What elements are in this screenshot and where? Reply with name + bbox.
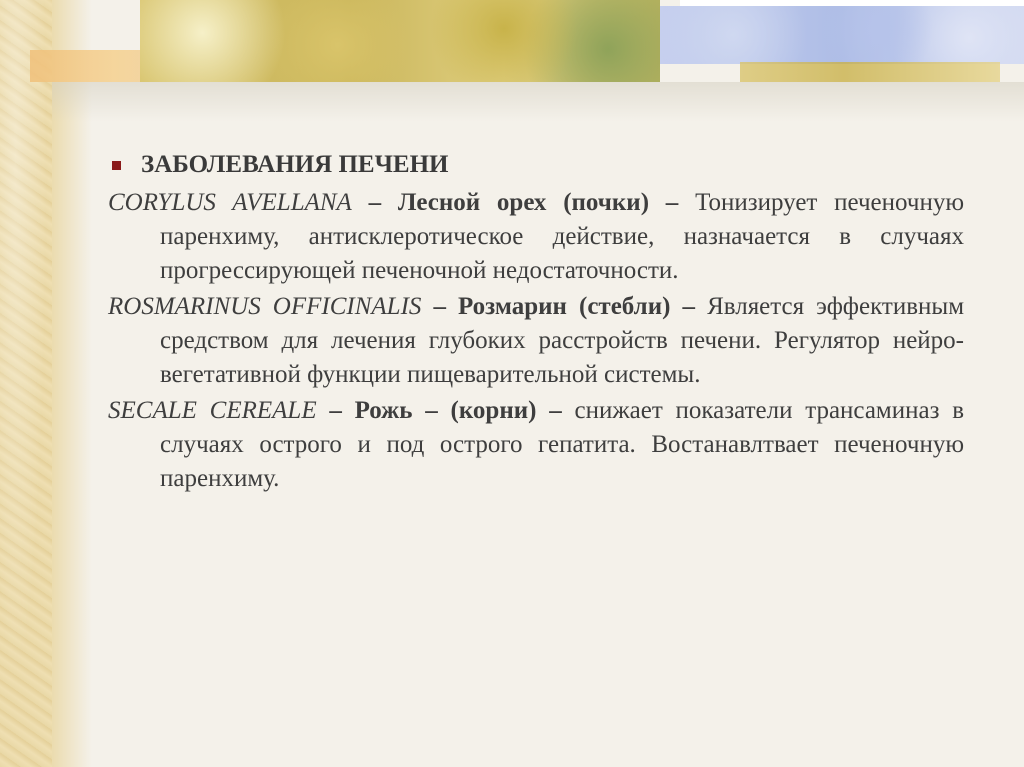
decorative-parchment-strip bbox=[0, 0, 52, 767]
decorative-flower-photo bbox=[140, 0, 660, 82]
dash: – bbox=[351, 189, 398, 216]
plant-description: Тонизирует печеночную паренхиму, антисклеротическое действие, назначается в случаях прогрессирующей печеночной недостаточности. bbox=[160, 189, 965, 284]
decorative-grass-photo bbox=[740, 62, 1000, 82]
dash: – bbox=[536, 397, 575, 424]
russian-name: Рожь – (корни) bbox=[354, 397, 537, 424]
slide-heading: ЗАБОЛЕВАНИЯ ПЕЧЕНИ bbox=[141, 151, 449, 178]
russian-name: Лесной орех (почки) bbox=[397, 189, 650, 216]
heading-row bbox=[108, 148, 964, 182]
latin-name: ROSMARINUS OFFICINALIS bbox=[108, 293, 422, 320]
dash: – bbox=[316, 397, 355, 424]
plant-description: Является эффективным средством для лечения глубоких расстройств печени. Регулятор нейро-вегетативной функции пищеварительной системы. bbox=[160, 293, 965, 388]
russian-name: Розмарин (стебли) bbox=[458, 293, 671, 320]
decorative-shadow bbox=[52, 82, 1024, 122]
dash: – bbox=[670, 293, 708, 320]
plant-entry bbox=[108, 394, 964, 496]
decorative-blue-photo bbox=[660, 6, 1024, 64]
plant-entry bbox=[108, 290, 964, 392]
latin-name: CORYLUS AVELLANA bbox=[108, 189, 352, 216]
dash: – bbox=[649, 189, 696, 216]
plant-entry bbox=[108, 186, 964, 288]
slide-content bbox=[108, 148, 964, 498]
bullet-icon bbox=[112, 161, 121, 170]
latin-name: SECALE CEREALE bbox=[108, 397, 317, 424]
dash: – bbox=[421, 293, 459, 320]
plant-description: снижает показатели трансаминаз в случаях острого и под острого гепатита. Востанавлтвает печеночную паренхиму. bbox=[160, 397, 965, 492]
